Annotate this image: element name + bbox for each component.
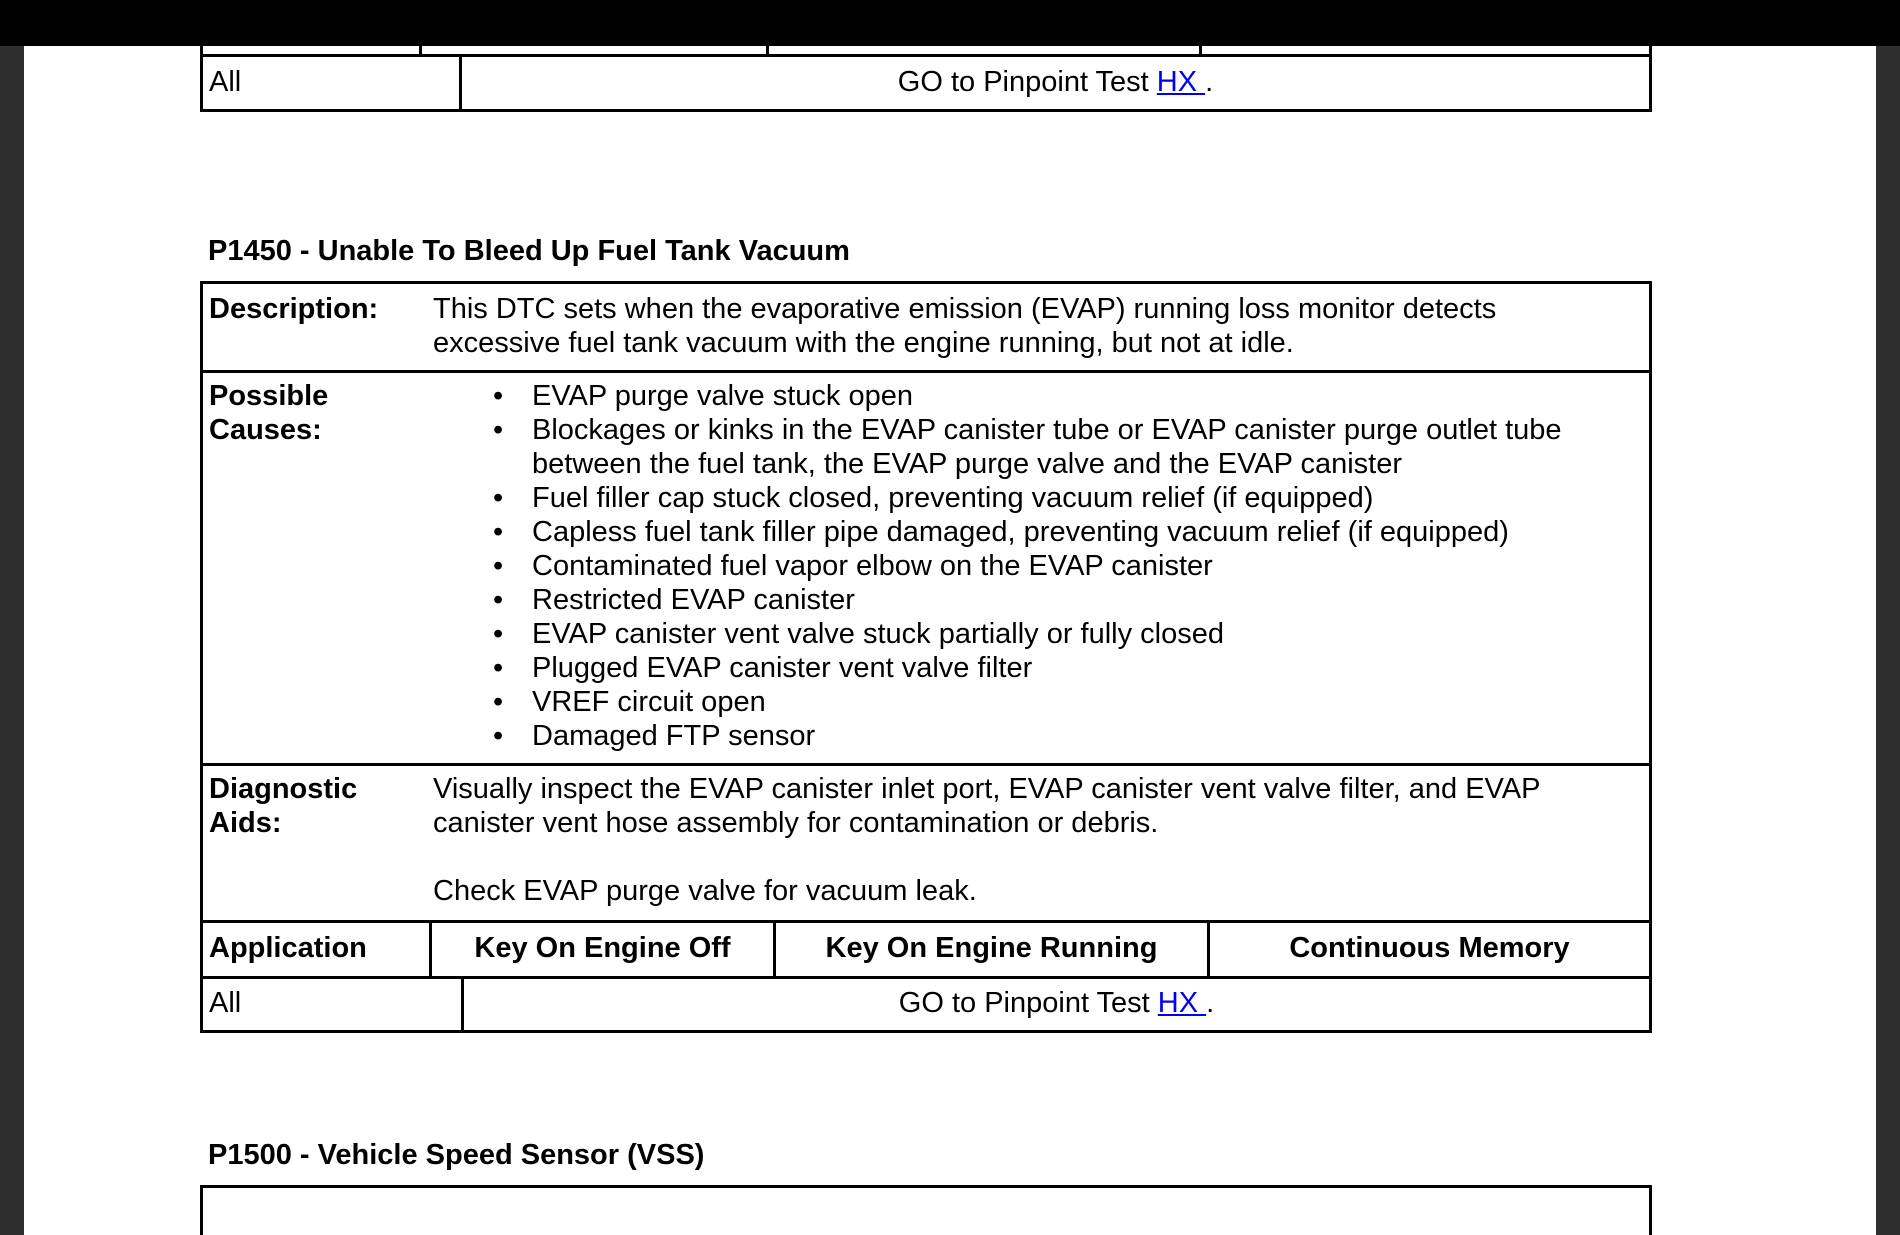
cause-item: • Capless fuel tank filler pipe damaged, preventing vacuum relief (if equipped) — [493, 515, 1613, 549]
pinpoint-prefix: GO to Pinpoint Test — [898, 987, 1158, 1019]
diagnostic-aids-row — [203, 763, 1649, 920]
cause-item: • Restricted EVAP canister — [493, 583, 1613, 617]
aids-text — [427, 766, 1649, 920]
p1500-title: P1500 - Vehicle Speed Sensor (VSS) — [208, 1139, 705, 1171]
causes-label: Possible Causes: — [209, 380, 329, 446]
description-text: This DTC sets when the evaporative emission (EVAP) running loss monitor detects excessive fuel tank vacuum with the engine running, but not at idle. — [433, 293, 1497, 359]
pinpoint-link-hx[interactable]: HX — [1157, 987, 1207, 1019]
pinpoint-prefix: GO to Pinpoint Test — [897, 66, 1157, 98]
pinpoint-suffix: . — [1206, 987, 1215, 1019]
p1500-table — [200, 1185, 1652, 1235]
previous-pinpoint-cell — [459, 57, 1649, 109]
previous-app-row — [203, 54, 1649, 109]
application-value: All — [209, 987, 242, 1019]
header-key-on-engine-running: Key On Engine Running — [773, 923, 1207, 976]
pinpoint-suffix: . — [1205, 66, 1214, 98]
previous-header-row-fragment — [203, 46, 1649, 54]
causes-list — [493, 379, 1613, 753]
p1450-table — [200, 281, 1652, 1033]
cause-item: • Blockages or kinks in the EVAP canister tube or EVAP canister purge outlet tube between the fuel tank, the EVAP purge valve and the EVAP canister — [493, 413, 1613, 481]
application-value-row — [203, 976, 1649, 1030]
cause-item: • Damaged FTP sensor — [493, 719, 1613, 753]
header-application: Application — [209, 932, 367, 964]
top-bar — [0, 0, 1900, 46]
aids-paragraph-1: Visually inspect the EVAP canister inlet port, EVAP canister vent valve filter, and EVAP canister vent hose assembly for contamination or debris. — [433, 773, 1540, 839]
aids-label: Diagnostic Aids: — [209, 773, 358, 839]
causes-cell — [427, 373, 1649, 763]
header-key-on-engine-off: Key On Engine Off — [429, 923, 773, 976]
description-label: Description: — [209, 293, 379, 325]
aids-paragraph-2: Check EVAP purge valve for vacuum leak. — [433, 875, 977, 907]
header-continuous-memory: Continuous Memory — [1207, 923, 1649, 976]
previous-app-value: All — [209, 66, 242, 98]
cause-item: • Contaminated fuel vapor elbow on the EVAP canister — [493, 549, 1613, 583]
cause-item: • Plugged EVAP canister vent valve filter — [493, 651, 1613, 685]
pinpoint-cell — [461, 979, 1649, 1030]
p1450-title: P1450 - Unable To Bleed Up Fuel Tank Vacuum — [208, 235, 850, 267]
application-header-row — [203, 920, 1649, 976]
cause-item: • Fuel filler cap stuck closed, preventing vacuum relief (if equipped) — [493, 481, 1613, 515]
previous-dtc-table — [200, 46, 1652, 112]
cause-item: • EVAP canister vent valve stuck partially or fully closed — [493, 617, 1613, 651]
possible-causes-row — [203, 370, 1649, 763]
description-row — [203, 284, 1649, 370]
cause-item: • EVAP purge valve stuck open — [493, 379, 1613, 413]
cause-item: • VREF circuit open — [493, 685, 1613, 719]
pinpoint-link-hx[interactable]: HX — [1156, 66, 1206, 98]
